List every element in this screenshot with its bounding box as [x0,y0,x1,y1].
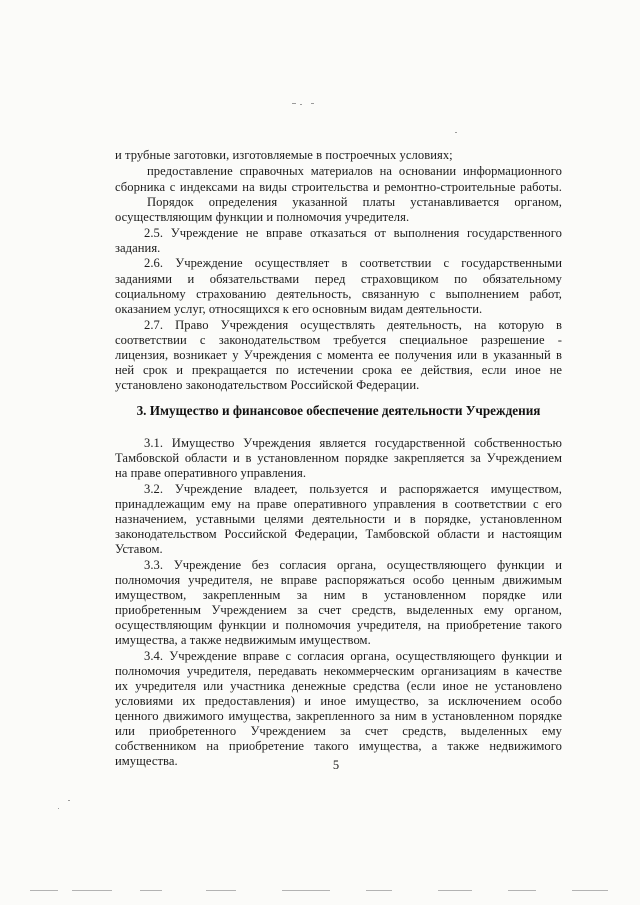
text-line: их учредителя или участника денежные средства (если иное не установлено [115,679,562,693]
text-line: приобретенным Учреждением за счет средств, выделенных ему органом, [115,603,562,617]
text-line: назначением, уставными целями деятельности и в порядке, установленном [115,512,562,526]
text-line: 3.2. Учреждение владеет, пользуется и распоряжается имуществом, [144,482,562,496]
scan-edge [438,890,472,891]
text-line: полномочия учредителя, не вправе распоряжаться особо ценным движимым [115,573,562,587]
scan-edge [282,890,330,891]
text-line: соответствии с законодательством требуется специальное разрешение - [115,333,562,347]
text-line: 3.1. Имущество Учреждения является государственной собственностью [144,436,562,450]
text-line: лицензия, возникает у Учреждения с момента ее получения или в указанный в [115,348,562,362]
scan-speck [455,132,457,133]
scan-edge [72,890,112,891]
text-line: имущества, а также недвижимым имуществом. [115,633,371,647]
text-line: условиями их предоставления) и иное имущество, за исключением особо [115,694,562,708]
text-line: и трубные заготовки, изготовляемые в построечных условиях; [115,148,453,162]
text-line: Тамбовской области и в установленном порядке закрепляется за Учреждением [115,451,562,465]
text-line: осуществляющим функции и полномочия учредителя. [115,210,410,224]
text-line: 2.6. Учреждение осуществляет в соответствии с государственными [144,256,562,270]
text-line: сборника с индексами на виды строительства и ремонтно-строительные работы. [115,180,562,194]
text-line: ценного движимого имущества, закрепленного за ним в установленном порядке [115,709,562,723]
text-line: Порядок определения указанной платы устанавливается органом, [147,195,562,209]
text-line: оказанием услуг, относящихся к его основным видам деятельности. [115,302,483,316]
scan-speck [300,104,302,105]
page-number: 5 [332,758,340,772]
scan-edge [508,890,536,891]
text-line: заданиями и обязательствами перед страховщиком по обязательному [115,272,562,286]
scan-speck [58,808,59,809]
text-line: социальному страхованию деятельность, связанную с выполнением работ, [115,287,562,301]
text-line: законодательством Российской Федерации, Тамбовской области и настоящим [115,527,562,541]
text-line: 3.3. Учреждение без согласия органа, осуществляющего функции и [144,558,562,572]
scan-edge [30,890,58,891]
scan-edge [140,890,162,891]
text-line: имуществом, закрепленным за ним в установленном порядке или [115,588,562,602]
scan-edge [206,890,236,891]
text-line: 3.4. Учреждение вправе с согласия органа, осуществляющего функции и [144,649,562,663]
text-line: имущества. [115,754,178,768]
text-line: полномочия учредителя, передавать некоммерческим организациям в качестве [115,664,562,678]
scan-edge [366,890,392,891]
text-line: задания. [115,241,161,255]
section-heading: 3. Имущество и финансовое обеспечение деятельности Учреждения [136,403,541,418]
text-line: 2.7. Право Учреждения осуществлять деятельность, на которую в [144,318,562,332]
scan-speck [292,103,296,104]
text-line: на праве оперативного управления. [115,466,307,480]
text-line: или приобретенного Учреждением за счет средств, выделенных ему [115,724,562,738]
text-line: установлено законодательством Российской Федерации. [115,378,420,392]
text-line: ней срок и прекращается по истечении срока ее действия, если иное не [115,363,562,377]
text-line: собственником на приобретение такого имущества, а также недвижимого [115,739,562,753]
text-line: принадлежащим ему на праве оперативного управления в соответствии с его [115,497,562,511]
scan-edge [572,890,608,891]
scan-speck [311,103,314,104]
text-line: осуществляющим функции и полномочия учредителя, на приобретение такого [115,618,562,632]
text-line: Уставом. [115,542,163,556]
scan-speck [68,800,70,801]
text-line: предоставление справочных материалов на основании информационного [147,164,562,178]
text-line: 2.5. Учреждение не вправе отказаться от выполнения государственного [144,226,562,240]
